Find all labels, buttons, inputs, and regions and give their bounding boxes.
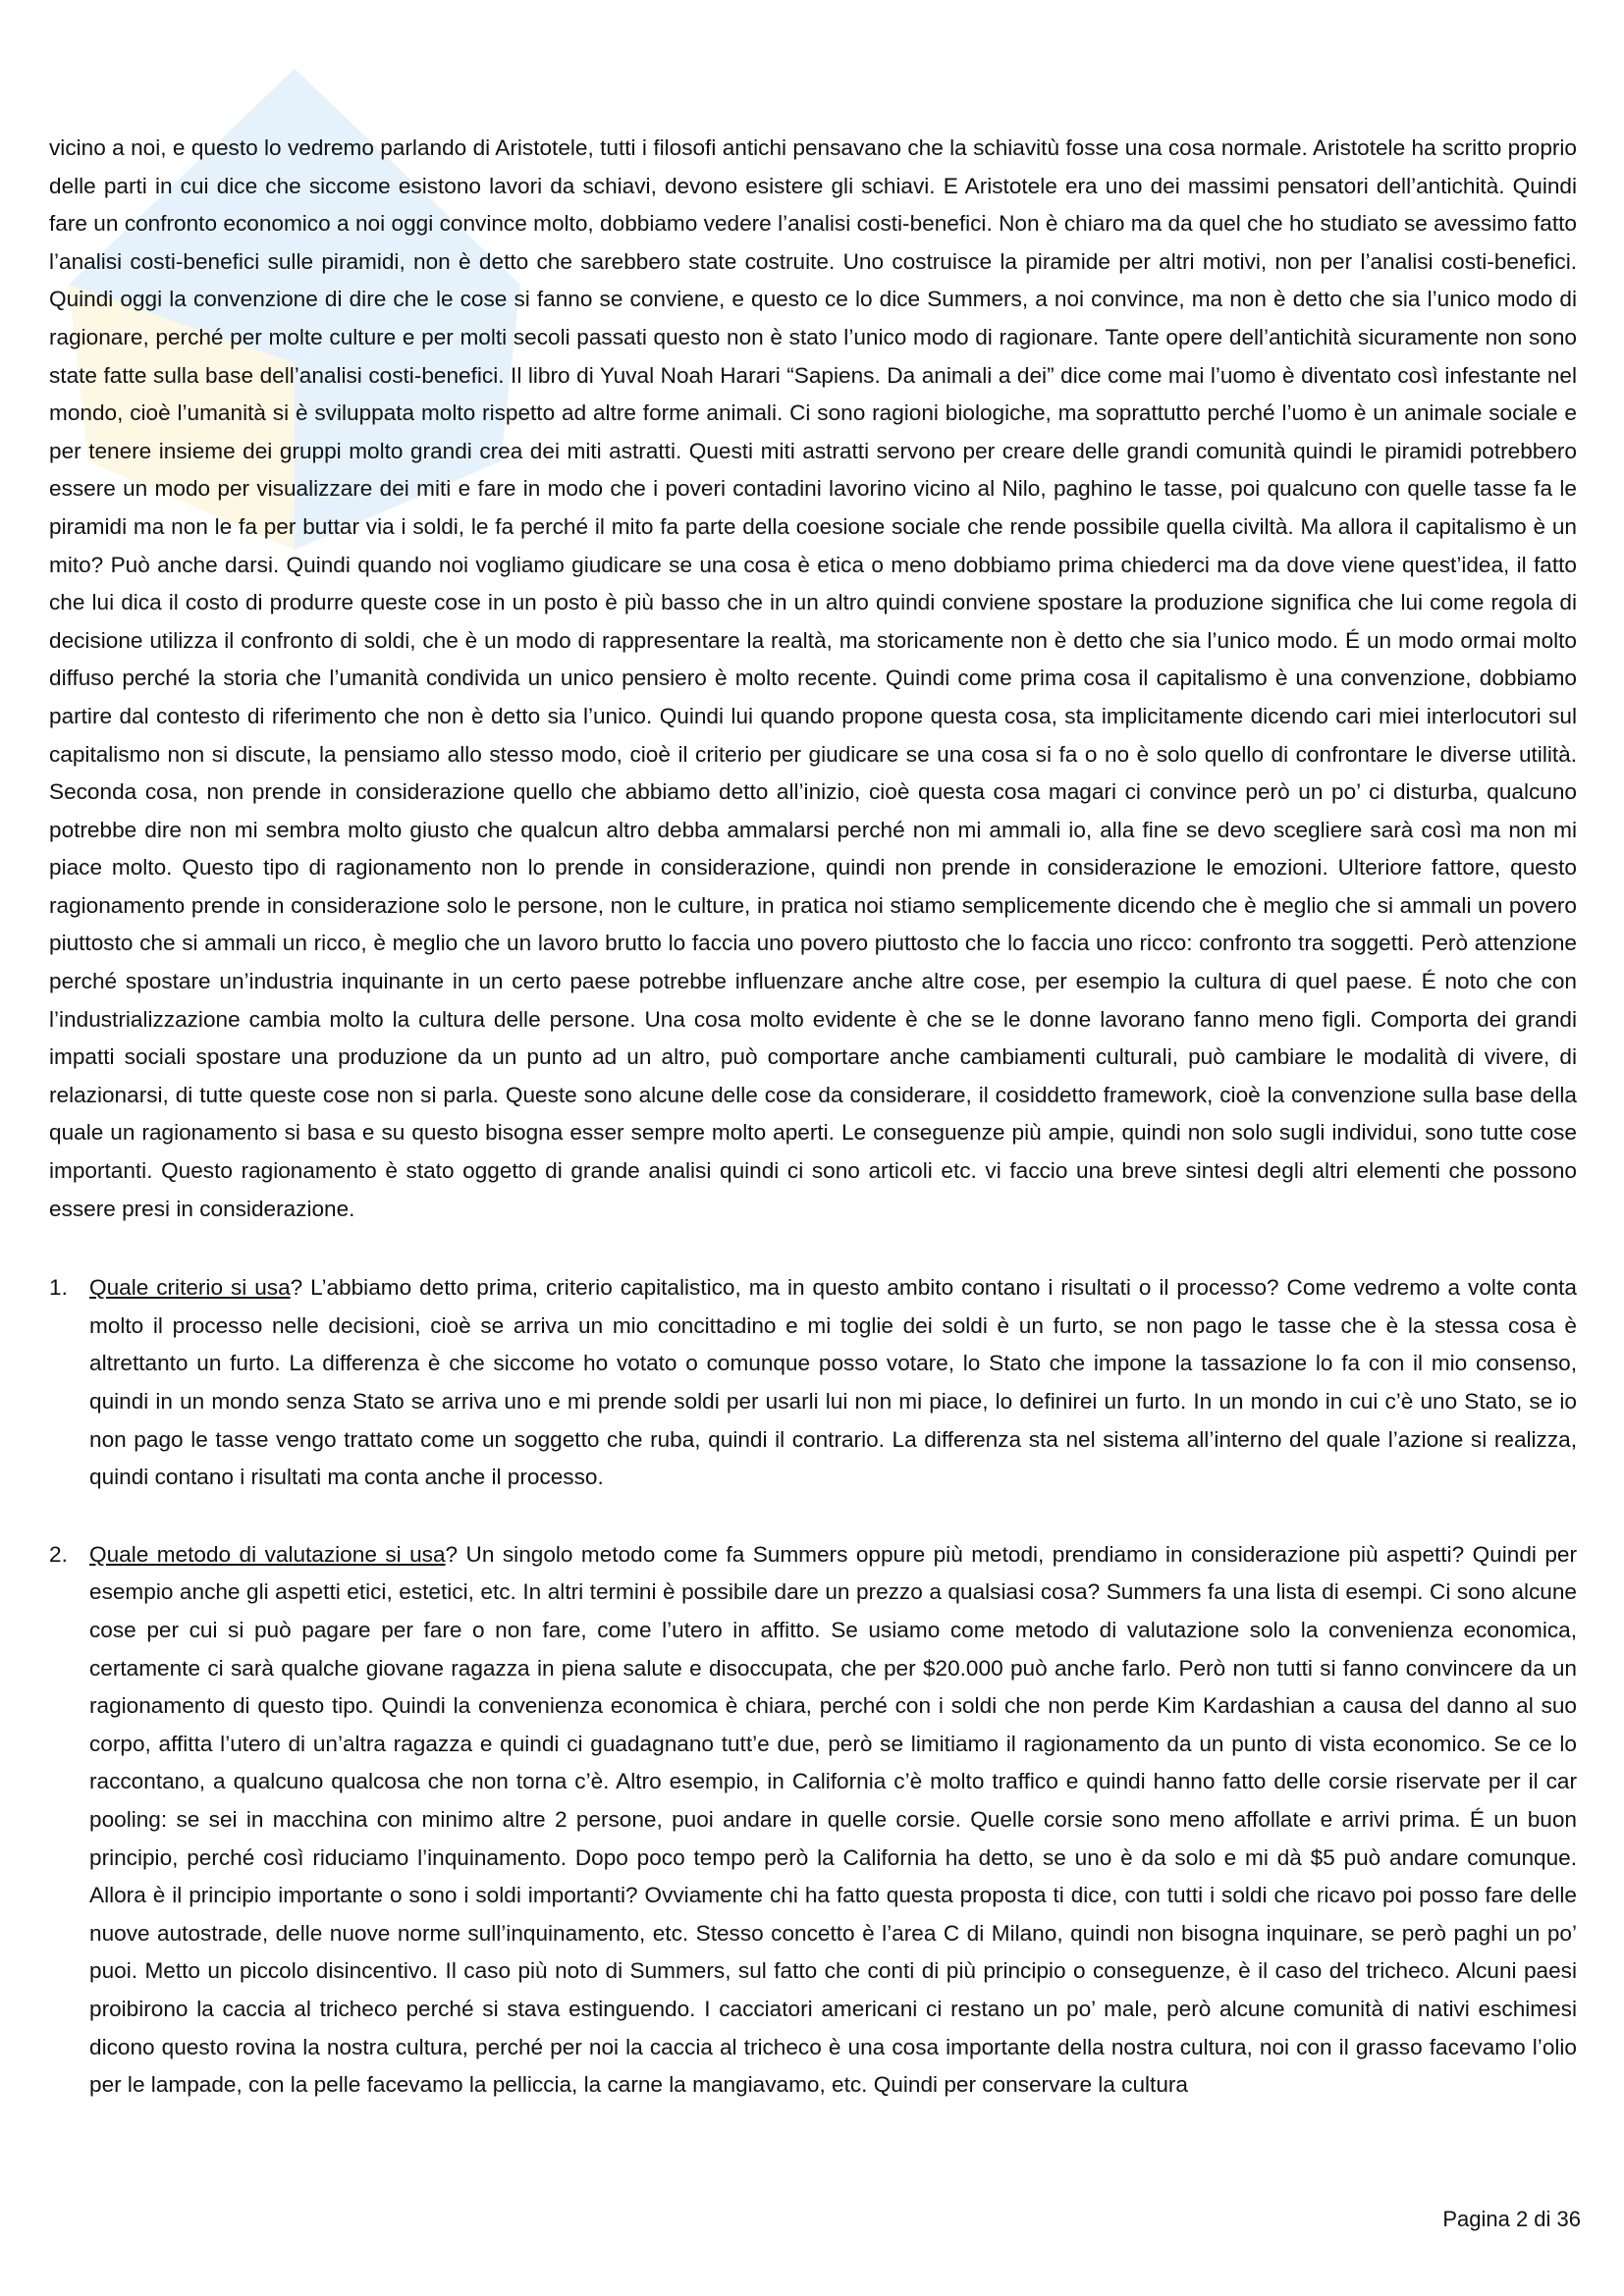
list-item	[49, 1269, 1577, 1497]
list-item-heading: Quale metodo di valutazione si usa	[89, 1541, 446, 1567]
list-item-heading: Quale criterio si usa	[89, 1275, 291, 1301]
document-body	[49, 130, 1577, 2105]
intro-paragraph: vicino a noi, e questo lo vedremo parlando di Aristotele, tutti i filosofi antichi pensavano che la schiavitù fosse una cosa normale. Aristotele ha scritto proprio delle parti in cui dice che siccome esistono lavori da schiavi, devono esistere gli schiavi. E Aristotele era uno dei massimi pensatori dell’antichità. Quindi fare un confronto economico a noi oggi convince molto, dobbiamo vedere l’analisi costi-benefici. Non è chiaro ma da quel che ho studiato se avessimo fatto l’analisi costi-benefici sulle piramidi, non è detto che sarebbero state costruite. Uno costruisce la piramide per altri motivi, non per l’analisi costi-benefici. Quindi oggi la convenzione di dire che le cose si fanno se conviene, e questo ce lo dice Summers, a noi convince, ma non è detto che sia l’unico modo di ragionare, perché per molte culture e per molti secoli passati questo non è stato l’unico modo di ragionare. Tante opere dell’antichità sicuramente non sono state fatte sulla base dell’analisi costi-benefici. Il libro di Yuval Noah Harari “Sapiens. Da animali a dei” dice come mai l’uomo è diventato così infestante nel mondo, cioè l’umanità si è sviluppata molto rispetto ad altre forme animali. Ci sono ragioni biologiche, ma soprattutto perché l’uomo è un animale sociale e per tenere insieme dei gruppi molto grandi crea dei miti astratti. Questi miti astratti servono per creare delle grandi comunità quindi le piramidi potrebbero essere un modo per visualizzare dei miti e fare in modo che i poveri contadini lavorino vicino al Nilo, paghino le tasse, poi qualcuno con quelle tasse fa le piramidi ma non le fa per buttar via i soldi, le fa perché il mito fa parte della coesione sociale che rende possibile quella civiltà. Ma allora il capitalismo è un mito? Può anche darsi. Quindi quando noi vogliamo giudicare se una cosa è etica o meno dobbiamo prima chiederci ma da dove viene quest’idea, il fatto che lui dica il costo di produrre queste cose in un posto è più basso che in un altro quindi conviene spostare la produzione significa che lui come regola di decisione utilizza il confronto di soldi, che è un modo di rappresentare la realtà, ma storicamente non è detto che sia l’unico modo. É un modo ormai molto diffuso perché la storia che l’umanità condivida un unico pensiero è molto recente. Quindi come prima cosa il capitalismo è una convenzione, dobbiamo partire dal contesto di riferimento che non è detto sia l’unico. Quindi lui quando propone questa cosa, sta implicitamente dicendo cari miei interlocutori sul capitalismo non si discute, la pensiamo allo stesso modo, cioè il criterio per giudicare se una cosa si fa o no è solo quello di confrontare le diverse utilità. Seconda cosa, non prende in considerazione quello che abbiamo detto all’inizio, cioè questa cosa magari ci convince però un po’ ci disturba, qualcuno potrebbe dire non mi sembra molto giusto che qualcun altro debba ammalarsi perché non mi ammali io, alla fine se devo scegliere sarà così ma non mi piace molto. Questo tipo di ragionamento non lo prende in considerazione, quindi non prende in considerazione le emozioni. Ulteriore fattore, questo ragionamento prende in considerazione solo le persone, non le culture, in pratica noi stiamo semplicemente dicendo che è meglio che si ammali un povero piuttosto che si ammali un ricco, è meglio che un lavoro brutto lo faccia uno povero piuttosto che lo faccia uno ricco: confronto tra soggetti. Però attenzione perché spostare un’industria inquinante in un certo paese potrebbe influenzare anche altre cose, per esempio la cultura di quel paese. É noto che con l’industrializzazione cambia molto la cultura delle persone. Una cosa molto evidente è che se le donne lavorano fanno meno figli. Comporta dei grandi impatti sociali spostare una produzione da un punto ad un altro, può comportare anche cambiamenti culturali, può cambiare le modalità di vivere, di relazionarsi, di tutte queste cose non si parla. Queste sono alcune delle cose da considerare, il cosiddetto framework, cioè la convenzione sulla base della quale un ragionamento si basa e su questo bisogna esser sempre molto aperti. Le conseguenze più ampie, quindi non solo sugli individui, sono tutte cose importanti. Questo ragionamento è stato oggetto di grande analisi quindi ci sono articoli etc. vi faccio una breve sintesi degli altri elementi che possono essere presi in considerazione.	[49, 135, 1577, 1221]
list-item-body: ? Un singolo metodo come fa Summers oppure più metodi, prendiamo in considerazione più aspetti? Quindi per esempio anche gli aspetti etici, estetici, etc. In altri termini è possibile dare un prezzo a qualsiasi cosa? Summers fa una lista di esempi. Ci sono alcune cose per cui si può pagare per fare o non fare, come l’utero in affitto. Se usiamo come metodo di valutazione solo la convenienza economica, certamente ci sarà qualche giovane ragazza in piena salute e disoccupata, che per $20.000 può anche farlo. Però non tutti si fanno convincere da un ragionamento di questo tipo. Quindi la convenienza economica è chiara, perché con i soldi che non perde Kim Kardashian a causa del danno al suo corpo, affitta l’utero di un’altra ragazza e quindi ci guadagnano tutt’e due, però se limitiamo il ragionamento da un punto di vista economico. Se ce lo raccontano, a qualcuno qualcosa che non torna c’è. Altro esempio, in California c’è molto traffico e quindi hanno fatto delle corsie riservate per il car pooling: se sei in macchina con minimo altre 2 persone, puoi andare in quelle corsie. Quelle corsie sono meno affollate e arrivi prima. É un buon principio, perché così riduciamo l’inquinamento. Dopo poco tempo però la California ha detto, se uno è da solo e mi dà $5 può andare comunque. Allora è il principio importante o sono i soldi importanti? Ovviamente chi ha fatto questa proposta ti dice, con tutti i soldi che ricavo poi posso fare delle nuove autostrade, delle nuove norme sull’inquinamento, etc. Stesso concetto è l’area C di Milano, quindi non bisogna inquinare, se però paghi un po’ puoi. Metto un piccolo disincentivo. Il caso più noto di Summers, sul fatto che conti di più principio o conseguenze, è il caso del tricheco. Alcuni paesi proibirono la caccia al tricheco perché si stava estinguendo. I cacciatori americani ci restano un po’ male, però alcune comunità di nativi eschimesi dicono questo rovina la nostra cultura, perché per noi la caccia al tricheco è una cosa importante della nostra cultura, noi con il grasso facevamo l’olio per le lampade, con la pelle facevamo la pelliccia, la carne la mangiavamo, etc. Quindi per conservare la cultura	[89, 1541, 1578, 2098]
list-item	[49, 1536, 1577, 2105]
list-item-number: 2.	[49, 1541, 68, 1567]
page-number-footer: Pagina 2 di 36	[1442, 2207, 1581, 2231]
list-item-body: ? L’abbiamo detto prima, criterio capitalistico, ma in questo ambito contano i risultati o il processo? Come vedremo a volte conta molto il processo nelle decisioni, cioè se arriva un mio concittadino e mi toglie dei soldi è un furto, se non pago le tasse che è la stessa cosa è altrettanto un furto. La differenza è che siccome ho votato o comunque posso votare, lo Stato che impone la tassazione lo fa con il mio consenso, quindi in un mondo senza Stato se arriva uno e mi prende soldi per usarli lui non mi piace, lo definirei un furto. In un mondo in cui c’è uno Stato, se io non pago le tasse vengo trattato come un soggetto che ruba, quindi il contrario. La differenza sta nel sistema all’interno del quale l’azione si realizza, quindi contano i risultati ma conta anche il processo.	[89, 1275, 1577, 1490]
numbered-list	[49, 1269, 1577, 2104]
list-item-number: 1.	[49, 1275, 68, 1301]
